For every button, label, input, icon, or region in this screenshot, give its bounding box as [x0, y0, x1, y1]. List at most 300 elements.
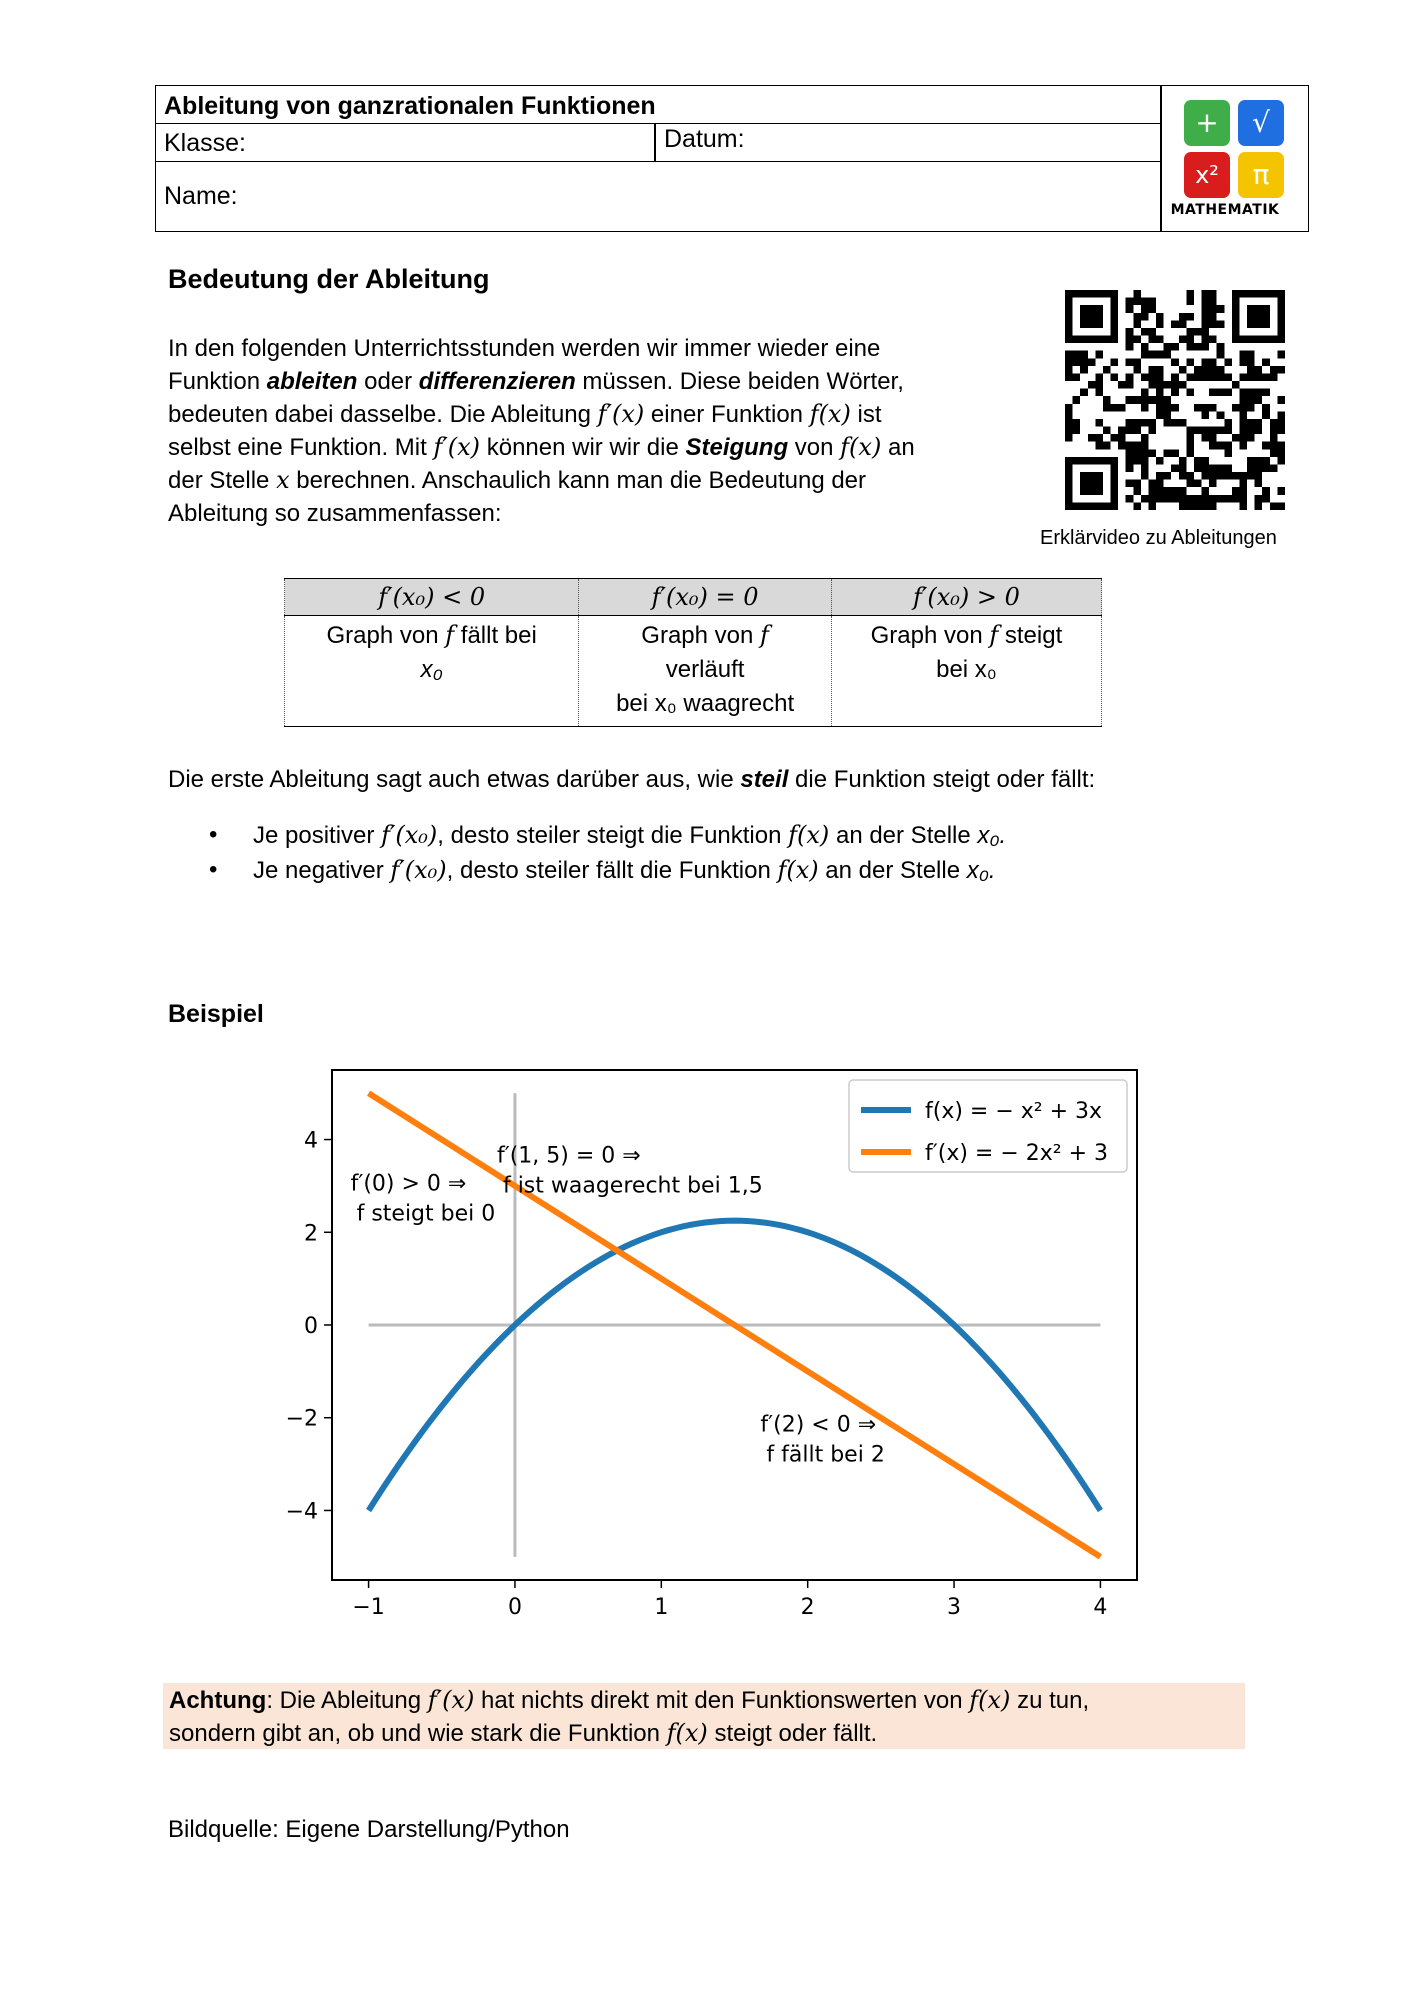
qr-module — [1148, 502, 1156, 510]
x-squared-icon: x² — [1184, 152, 1230, 198]
qr-module — [1232, 381, 1240, 389]
warning-box — [163, 1683, 1245, 1749]
qr-module — [1209, 495, 1217, 503]
qr-module — [1148, 381, 1156, 389]
qr-module — [1118, 434, 1126, 442]
qr-module — [1217, 389, 1225, 397]
qr-module — [1179, 381, 1187, 389]
qr-module — [1179, 320, 1187, 328]
worksheet-header — [155, 85, 1309, 232]
qr-module — [1270, 419, 1278, 427]
qr-module — [1217, 464, 1225, 472]
example-heading: Beispiel — [168, 1000, 264, 1028]
qr-module — [1156, 336, 1164, 344]
qr-module — [1255, 464, 1263, 472]
qr-module — [1202, 320, 1210, 328]
image-source: Bildquelle: Eigene Darstellung/Python — [168, 1816, 570, 1843]
qr-module — [1209, 442, 1217, 450]
list-item: • Je positiver f′(x₀), desto steiler steigt die Funktion f(x) an der Stelle x₀. — [205, 818, 1006, 853]
qr-module — [1148, 305, 1156, 313]
qr-module — [1232, 434, 1240, 442]
qr-module — [1247, 434, 1255, 442]
qr-module — [1148, 351, 1156, 359]
qr-module — [1148, 495, 1156, 503]
qr-module — [1202, 336, 1210, 344]
qr-module — [1141, 305, 1149, 313]
qr-module — [1133, 336, 1141, 344]
qr-module — [1073, 419, 1081, 427]
table-header: f′(x₀) = 0 — [579, 579, 832, 616]
y-tick-label: 0 — [304, 1314, 318, 1339]
qr-module — [1179, 457, 1187, 465]
qr-code[interactable] — [1065, 290, 1285, 510]
qr-module — [1171, 495, 1179, 503]
qr-module — [1073, 358, 1081, 366]
qr-module — [1262, 457, 1270, 465]
qr-module — [1202, 373, 1210, 381]
qr-module — [1277, 427, 1285, 435]
qr-module — [1194, 343, 1202, 351]
qr-module — [1202, 358, 1210, 366]
qr-module — [1065, 373, 1073, 381]
qr-module — [1126, 449, 1134, 457]
qr-module — [1239, 472, 1247, 480]
qr-module — [1088, 434, 1096, 442]
qr-module — [1148, 396, 1156, 404]
pi-icon: π — [1238, 152, 1284, 198]
qr-module — [1133, 442, 1141, 450]
qr-module — [1255, 396, 1263, 404]
x-tick-label: 0 — [507, 1595, 522, 1620]
qr-module — [1224, 495, 1232, 503]
qr-module — [1148, 328, 1156, 336]
square-root-icon: √ — [1238, 100, 1284, 146]
qr-module — [1209, 389, 1217, 397]
qr-module — [1141, 472, 1149, 480]
qr-module — [1277, 419, 1285, 427]
qr-module — [1126, 464, 1134, 472]
qr-module — [1202, 305, 1210, 313]
qr-module — [1148, 449, 1156, 457]
qr-module — [1194, 404, 1202, 412]
qr-module — [1141, 298, 1149, 306]
qr-module — [1126, 305, 1134, 313]
qr-module — [1133, 298, 1141, 306]
y-tick-label: 4 — [304, 1128, 318, 1154]
qr-module — [1156, 404, 1164, 412]
qr-module — [1148, 480, 1156, 488]
qr-module — [1239, 419, 1247, 427]
bullet-list — [205, 818, 1006, 888]
qr-module — [1270, 434, 1278, 442]
qr-module — [1186, 373, 1194, 381]
qr-module — [1171, 343, 1179, 351]
qr-module — [1186, 434, 1194, 442]
function-chart — [272, 1060, 1152, 1660]
qr-module — [1202, 464, 1210, 472]
header-title-row — [156, 86, 1160, 124]
qr-module — [1156, 320, 1164, 328]
qr-module — [1239, 502, 1247, 510]
qr-module — [1171, 381, 1179, 389]
qr-module — [1262, 442, 1270, 450]
qr-module — [1232, 472, 1240, 480]
qr-module — [1148, 366, 1156, 374]
qr-module — [1202, 457, 1210, 465]
plus-icon: + — [1184, 100, 1230, 146]
y-tick-label: −2 — [285, 1406, 318, 1432]
qr-module — [1217, 366, 1225, 374]
qr-module — [1202, 298, 1210, 306]
qr-module — [1209, 472, 1217, 480]
qr-module — [1277, 411, 1285, 419]
qr-module — [1133, 366, 1141, 374]
qr-module — [1186, 328, 1194, 336]
qr-module — [1262, 404, 1270, 412]
qr-module — [1255, 480, 1263, 488]
qr-module — [1179, 472, 1187, 480]
qr-module — [1156, 313, 1164, 321]
divider — [1160, 86, 1162, 231]
qr-module — [1141, 464, 1149, 472]
annotation-text: f′(2) < 0 ⇒ — [760, 1412, 877, 1438]
qr-module — [1171, 404, 1179, 412]
qr-module — [1148, 427, 1156, 435]
qr-module — [1217, 343, 1225, 351]
qr-module — [1255, 419, 1263, 427]
qr-module — [1141, 404, 1149, 412]
table-header: f′(x₀) > 0 — [831, 579, 1101, 616]
qr-module — [1209, 298, 1217, 306]
qr-module — [1194, 373, 1202, 381]
qr-module — [1186, 358, 1194, 366]
table-cell: Graph von f steigt bei x₀ — [831, 616, 1101, 727]
qr-module — [1209, 502, 1217, 510]
qr-module — [1255, 427, 1263, 435]
qr-module — [1118, 427, 1126, 435]
qr-module — [1209, 366, 1217, 374]
qr-module — [1186, 502, 1194, 510]
qr-module — [1247, 472, 1255, 480]
qr-module — [1088, 358, 1096, 366]
x-tick-label: 1 — [654, 1595, 669, 1620]
qr-module — [1111, 404, 1119, 412]
qr-module — [1126, 381, 1134, 389]
qr-module — [1277, 502, 1285, 510]
qr-module — [1164, 472, 1172, 480]
y-tick-label: −4 — [285, 1499, 318, 1525]
qr-module — [1239, 389, 1247, 397]
qr-module — [1209, 427, 1217, 435]
x-tick-label: 2 — [800, 1595, 815, 1620]
qr-module — [1118, 404, 1126, 412]
qr-module — [1179, 336, 1187, 344]
qr-module — [1126, 373, 1134, 381]
qr-module — [1270, 502, 1278, 510]
qr-module — [1255, 366, 1263, 374]
qr-module — [1270, 373, 1278, 381]
qr-module — [1171, 487, 1179, 495]
qr-module — [1133, 313, 1141, 321]
qr-module — [1126, 495, 1134, 503]
qr-module — [1255, 373, 1263, 381]
qr-module — [1148, 487, 1156, 495]
qr-module — [1262, 358, 1270, 366]
qr-module — [1126, 396, 1134, 404]
qr-module — [1202, 472, 1210, 480]
qr-module — [1133, 358, 1141, 366]
warning-text: Achtung: Die Ableitung f′(x) hat nichts direkt mit den Funktionswerten von f(x) zu tun, sondern gibt an, ob und wie stark die Funktion f(x) steigt oder fällt. — [169, 1686, 1090, 1747]
section-heading: Bedeutung der Ableitung — [168, 264, 490, 294]
qr-finder — [1247, 305, 1270, 328]
qr-module — [1141, 343, 1149, 351]
qr-module — [1255, 502, 1263, 510]
qr-module — [1247, 396, 1255, 404]
qr-module — [1164, 411, 1172, 419]
qr-module — [1133, 396, 1141, 404]
qr-module — [1133, 457, 1141, 465]
qr-module — [1247, 358, 1255, 366]
annotation-text: f ist waagerecht bei 1,5 — [502, 1173, 763, 1199]
qr-module — [1141, 434, 1149, 442]
qr-module — [1217, 427, 1225, 435]
qr-module — [1255, 457, 1263, 465]
qr-module — [1179, 502, 1187, 510]
qr-module — [1202, 495, 1210, 503]
qr-module — [1111, 434, 1119, 442]
qr-module — [1118, 381, 1126, 389]
qr-module — [1202, 328, 1210, 336]
qr-module — [1095, 419, 1103, 427]
qr-module — [1247, 404, 1255, 412]
qr-module — [1164, 404, 1172, 412]
qr-module — [1239, 411, 1247, 419]
qr-module — [1103, 366, 1111, 374]
qr-module — [1148, 419, 1156, 427]
qr-module — [1111, 373, 1119, 381]
qr-module — [1133, 487, 1141, 495]
qr-module — [1156, 472, 1164, 480]
qr-module — [1179, 419, 1187, 427]
qr-module — [1141, 313, 1149, 321]
qr-module — [1209, 373, 1217, 381]
qr-module — [1141, 373, 1149, 381]
qr-module — [1133, 449, 1141, 457]
qr-module — [1126, 442, 1134, 450]
qr-module — [1103, 404, 1111, 412]
qr-module — [1217, 305, 1225, 313]
qr-module — [1247, 457, 1255, 465]
annotation-text: f fällt bei 2 — [766, 1442, 885, 1468]
qr-module — [1111, 358, 1119, 366]
qr-module — [1141, 396, 1149, 404]
qr-module — [1095, 442, 1103, 450]
qr-module — [1186, 480, 1194, 488]
qr-module — [1239, 358, 1247, 366]
annotation-text: f′(1, 5) = 0 ⇒ — [496, 1143, 641, 1169]
qr-module — [1156, 396, 1164, 404]
qr-module — [1202, 502, 1210, 510]
qr-module — [1194, 427, 1202, 435]
qr-module — [1171, 389, 1179, 397]
qr-module — [1239, 427, 1247, 435]
qr-module — [1186, 336, 1194, 344]
qr-module — [1073, 427, 1081, 435]
qr-module — [1095, 434, 1103, 442]
qr-module — [1126, 336, 1134, 344]
qr-module — [1164, 343, 1172, 351]
qr-module — [1156, 373, 1164, 381]
qr-module — [1202, 434, 1210, 442]
qr-module — [1224, 419, 1232, 427]
qr-finder — [1080, 305, 1103, 328]
qr-module — [1186, 343, 1194, 351]
qr-module — [1232, 495, 1240, 503]
qr-module — [1277, 449, 1285, 457]
list-item: • Je negativer f′(x₀), desto steiler fällt die Funktion f(x) an der Stelle x₀. — [205, 853, 1006, 888]
qr-module — [1141, 389, 1149, 397]
qr-module — [1179, 495, 1187, 503]
qr-module — [1133, 427, 1141, 435]
table-cell: Graph von f verläuft bei x₀ waagrecht — [579, 616, 832, 727]
qr-module — [1239, 434, 1247, 442]
qr-module — [1080, 366, 1088, 374]
qr-module — [1156, 495, 1164, 503]
qr-module — [1065, 427, 1073, 435]
qr-module — [1217, 472, 1225, 480]
qr-module — [1209, 358, 1217, 366]
steepness-paragraph: Die erste Ableitung sagt auch etwas darüber aus, wie steil die Funktion steigt oder fällt: — [168, 766, 1096, 793]
logo-label: MATHEMATIK — [1170, 202, 1280, 218]
qr-module — [1262, 464, 1270, 472]
annotation-text: f steigt bei 0 — [356, 1201, 496, 1227]
qr-module — [1156, 457, 1164, 465]
qr-module — [1224, 464, 1232, 472]
x-tick-label: −1 — [352, 1595, 385, 1620]
qr-module — [1202, 404, 1210, 412]
qr-module — [1209, 313, 1217, 321]
qr-module — [1126, 419, 1134, 427]
qr-module — [1239, 373, 1247, 381]
qr-module — [1065, 434, 1073, 442]
qr-module — [1156, 487, 1164, 495]
qr-module — [1277, 442, 1285, 450]
qr-module — [1133, 502, 1141, 510]
qr-module — [1103, 442, 1111, 450]
qr-module — [1186, 495, 1194, 503]
qr-module — [1262, 411, 1270, 419]
qr-module — [1080, 351, 1088, 359]
derivative-meaning-table — [284, 578, 1102, 727]
name-field-label: Name: — [164, 182, 238, 210]
qr-module — [1194, 502, 1202, 510]
qr-module — [1186, 298, 1194, 306]
qr-finder — [1080, 472, 1103, 495]
qr-module — [1171, 464, 1179, 472]
qr-module — [1277, 457, 1285, 465]
qr-module — [1133, 419, 1141, 427]
qr-module — [1126, 358, 1134, 366]
qr-module — [1133, 320, 1141, 328]
qr-module — [1262, 389, 1270, 397]
qr-module — [1255, 389, 1263, 397]
qr-module — [1270, 442, 1278, 450]
qr-module — [1277, 396, 1285, 404]
y-tick-label: 2 — [304, 1221, 318, 1247]
qr-module — [1141, 449, 1149, 457]
qr-module — [1118, 442, 1126, 450]
qr-module — [1217, 351, 1225, 359]
qr-module — [1202, 411, 1210, 419]
qr-module — [1164, 495, 1172, 503]
qr-module — [1156, 351, 1164, 359]
qr-module — [1270, 464, 1278, 472]
qr-module — [1073, 396, 1081, 404]
class-field-label: Klasse: — [164, 129, 246, 157]
qr-module — [1171, 320, 1179, 328]
qr-module — [1171, 419, 1179, 427]
qr-module — [1270, 366, 1278, 374]
qr-module — [1239, 495, 1247, 503]
qr-module — [1209, 290, 1217, 298]
qr-module — [1179, 313, 1187, 321]
table-cell: Graph von f fällt bei x₀ — [285, 616, 579, 727]
qr-module — [1186, 442, 1194, 450]
qr-module — [1202, 290, 1210, 298]
qr-module — [1247, 366, 1255, 374]
qr-module — [1255, 472, 1263, 480]
qr-module — [1194, 495, 1202, 503]
qr-module — [1065, 358, 1073, 366]
qr-module — [1202, 313, 1210, 321]
qr-module — [1194, 457, 1202, 465]
qr-module — [1232, 487, 1240, 495]
qr-module — [1270, 449, 1278, 457]
qr-module — [1194, 464, 1202, 472]
qr-module — [1186, 389, 1194, 397]
qr-module — [1164, 449, 1172, 457]
qr-module — [1186, 449, 1194, 457]
qr-module — [1232, 404, 1240, 412]
qr-module — [1148, 373, 1156, 381]
qr-module — [1126, 343, 1134, 351]
qr-module — [1103, 396, 1111, 404]
qr-module — [1186, 313, 1194, 321]
qr-module — [1073, 351, 1081, 359]
qr-module — [1217, 373, 1225, 381]
qr-module — [1065, 366, 1073, 374]
qr-module — [1103, 427, 1111, 435]
qr-module — [1270, 427, 1278, 435]
date-field-label: Datum: — [664, 125, 745, 153]
qr-module — [1217, 411, 1225, 419]
qr-module — [1247, 373, 1255, 381]
qr-module — [1164, 381, 1172, 389]
qr-module — [1262, 487, 1270, 495]
qr-module — [1217, 320, 1225, 328]
annotation-text: f′(0) > 0 ⇒ — [350, 1171, 467, 1197]
qr-module — [1247, 389, 1255, 397]
qr-module — [1202, 487, 1210, 495]
qr-module — [1209, 320, 1217, 328]
qr-module — [1224, 427, 1232, 435]
qr-module — [1194, 480, 1202, 488]
qr-module — [1255, 495, 1263, 503]
qr-module — [1239, 442, 1247, 450]
qr-module — [1065, 404, 1073, 412]
qr-module — [1095, 381, 1103, 389]
qr-module — [1224, 449, 1232, 457]
